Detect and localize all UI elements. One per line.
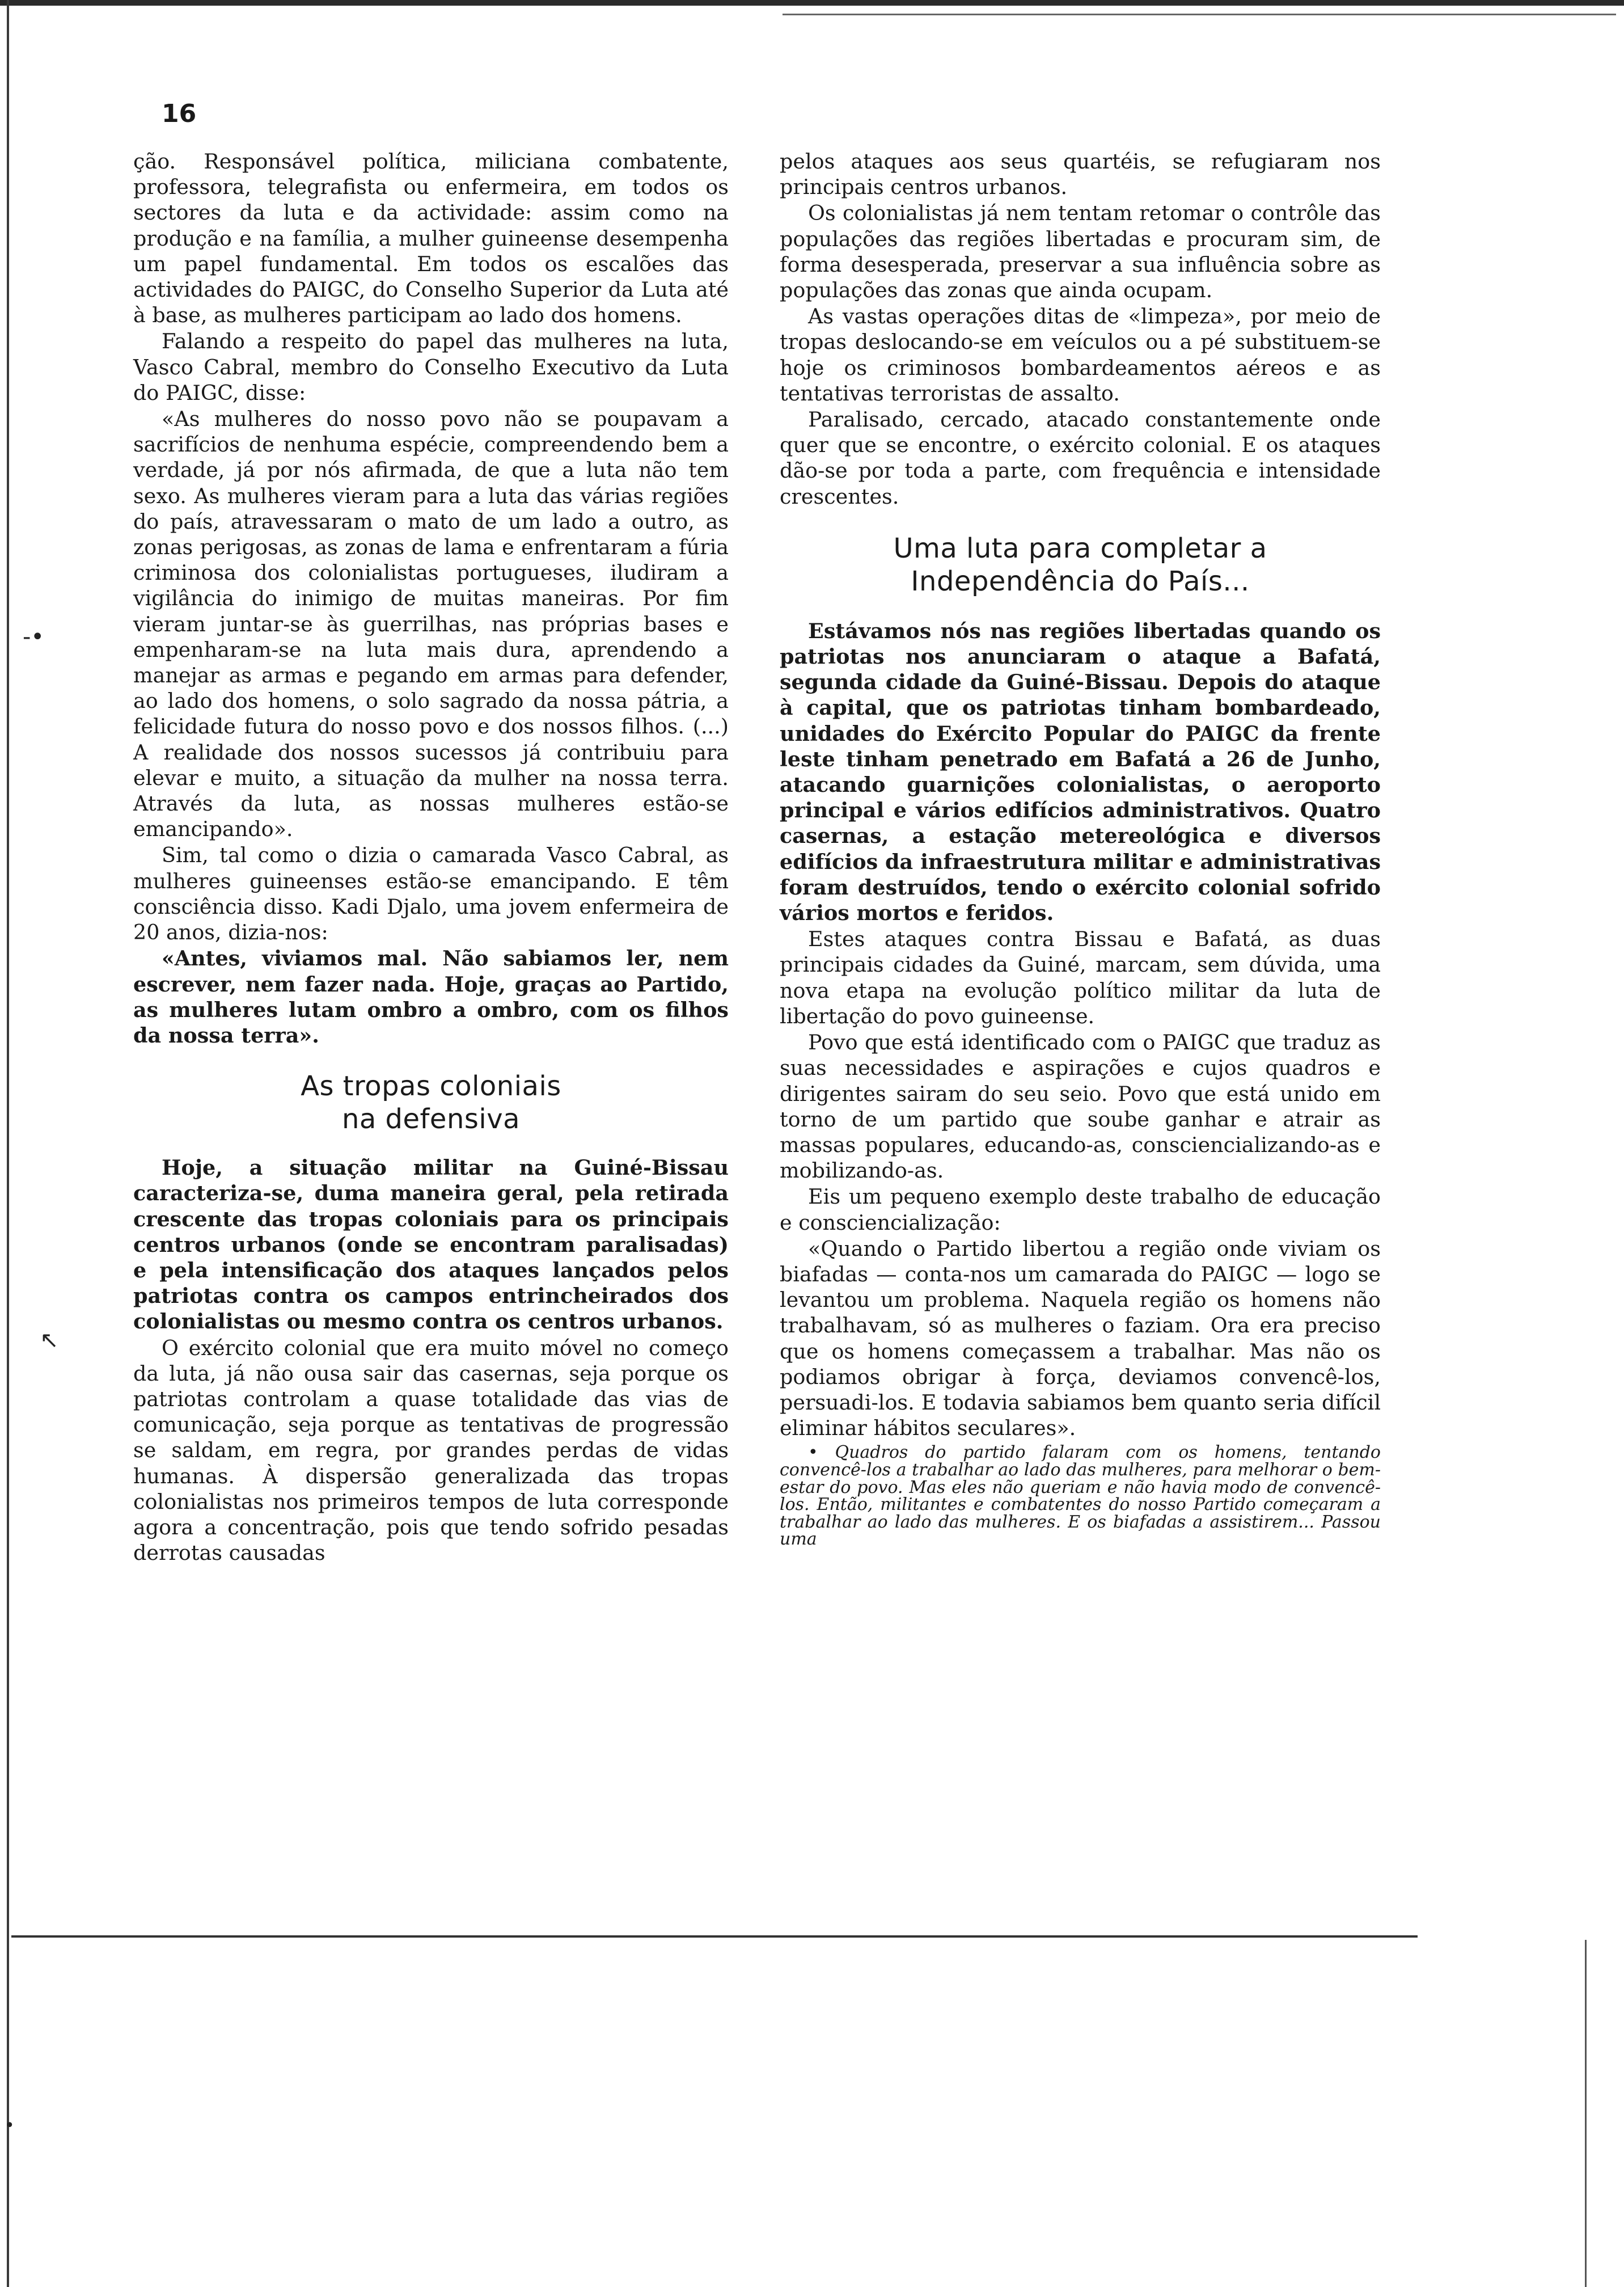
heading-line: na defensiva: [341, 1103, 521, 1136]
quote-paragraph: «Antes, viviamos mal. Não sabiamos ler, nem escrever, nem fazer nada. Hoje, graças ao Partido, as mulheres lutam ombro a ombro, com os filhos da nossa terra».: [133, 946, 729, 1048]
scan-border-top: [0, 0, 1624, 6]
margin-mark: •: [5, 2116, 15, 2136]
paragraph: Os colonialistas já nem tentam retomar o contrôle das populações das regiões libertadas e procuram sim, de forma desesperada, preservar a sua influência sobre as populações das zonas que ainda ocupam.: [780, 201, 1381, 303]
paragraph: Hoje, a situação militar na Guiné-Bissau caracteriza-se, duma maneira geral, pela retirada crescente das tropas coloniais para os principais centros urbanos (onde se encontram paralisadas) e pela intensificação dos ataques lançados pelos patriotas contra os campos entrincheirados dos colonialistas ou mesmo contra os centros urbanos.: [133, 1155, 729, 1334]
paragraph: pelos ataques aos seus quartéis, se refugiaram nos principais centros urbanos.: [780, 149, 1381, 200]
section-heading: [133, 1070, 729, 1136]
right-edge-rule: [1585, 1940, 1587, 2287]
right-column: [780, 149, 1381, 1549]
bottom-rule: [11, 1935, 1418, 1938]
section-heading: [780, 532, 1381, 598]
paragraph: O exército colonial que era muito móvel no começo da luta, já não ousa sair das casernas, seja porque os patriotas controlam a quase totalidade das vias de comunicação, seja porque as tentativas de progressão se saldam, em regra, por grandes perdas de vidas humanas. À dispersão generalizada das tropas colonialistas nos primeiros tempos de luta corresponde agora a concentração, pois que tendo sofrido pesadas derrotas causadas: [133, 1335, 729, 1566]
margin-mark: ↖: [40, 1327, 59, 1353]
page-number: 16: [162, 99, 197, 128]
heading-line: Independência do País...: [911, 565, 1250, 597]
paragraph: ção. Responsável política, miliciana combatente, professora, telegrafista ou enfermeira, em todos os sectores da luta e da actividade: assim como na produção e na família, a mulher guineense desempenha um papel fundamental. Em todos os escalões das actividades do PAIGC, do Conselho Superior da Luta até à base, as mulheres participam ao lado dos homens.: [133, 149, 729, 328]
left-column: [133, 149, 729, 1566]
paragraph: As vastas operações ditas de «limpeza», por meio de tropas deslocando-se em veículos ou a pé substituem-se hoje os criminosos bombardeamentos aéreos e as tentativas terroristas de assalto.: [780, 304, 1381, 406]
paragraph: Falando a respeito do papel das mulheres na luta, Vasco Cabral, membro do Conselho Executivo da Luta do PAIGC, disse:: [133, 329, 729, 405]
heading-line: Uma luta para completar a: [893, 532, 1267, 564]
paragraph: Sim, tal como o dizia o camarada Vasco Cabral, as mulheres guineenses estão-se emancipando. E têm consciência disso. Kadi Djalo, uma jovem enfermeira de 20 anos, dizia-nos:: [133, 843, 729, 945]
paragraph: Estes ataques contra Bissau e Bafatá, as duas principais cidades da Guiné, marcam, sem dúvida, uma nova etapa na evolução político militar da luta de libertação do povo guineense.: [780, 927, 1381, 1028]
quote-paragraph: «As mulheres do nosso povo não se poupavam a sacrifícios de nenhuma espécie, compreendendo bem a verdade, já por nós afirmada, de que a luta não tem sexo. As mulheres vieram para a luta das várias regiões do país, atravessaram o mato de um lado a outro, as zonas perigosas, as zonas de lama e enfrentaram a fúria criminosa dos colonialistas portugueses, iludiram a vigilância do inimigo de muitas maneiras. Por fim vieram juntar-se às guerrilhas, nas próprias bases e empenharam-se na luta mais dura, aprendendo a manejar as armas e pegando em armas para defender, ao lado dos homens, o solo sagrado da nossa pátria, a felicidade futura do nosso povo e dos nossos filhos. (...) A realidade dos nossos sucessos já contribuiu para elevar e muito, a situação da mulher na nossa terra. Através da luta, as nossas mulheres estão-se emancipando».: [133, 407, 729, 842]
paragraph: Paralisado, cercado, atacado constantemente onde quer que se encontre, o exército colonial. E os ataques dão-se por toda a parte, com frequência e intensidade crescentes.: [780, 407, 1381, 509]
heading-line: As tropas coloniais: [301, 1070, 561, 1103]
margin-mark: -•: [23, 624, 45, 650]
footnote: • Quadros do partido falaram com os homens, tentando convencê-los a trabalhar ao lado das mulheres, para melhorar o bem-estar do povo. Mas eles não queriam e não havia modo de convencê-los. Então, militantes e combatentes do nosso Partido começaram a trabalhar ao lado das mulheres. E os biafadas a assistirem... Passou uma: [780, 1442, 1381, 1550]
paragraph: Estávamos nós nas regiões libertadas quando os patriotas nos anunciaram o ataque a Bafatá, segunda cidade da Guiné-Bissau. Depois do ataque à capital, que os patriotas tinham bombardeado, unidades do Exército Popular do PAIGC da frente leste tinham penetrado em Bafatá a 26 de Junho, atacando guarnições colonialistas, o aeroporto principal e vários edifícios administrativos. Quatro casernas, a estação metereológica e diversos edifícios da infraestrutura militar e administrativas foram destruídos, tendo o exército colonial sofrido vários mortos e feridos.: [780, 618, 1381, 926]
scan-border-left: [7, 0, 9, 2287]
quote-paragraph: «Quando o Partido libertou a região onde viviam os biafadas — conta-nos um camarada do PAIGC — logo se levantou um problema. Naquela região os homens não trabalhavam, só as mulheres o faziam. Ora era preciso que os homens começassem a trabalhar. Mas não os podiamos obrigar à força, deviamos convencê-los, persuadi-los. E todavia sabiamos bem quanto seria difícil eliminar hábitos seculares».: [780, 1236, 1381, 1441]
paragraph: Eis um pequeno exemplo deste trabalho de educação e consciencialização:: [780, 1184, 1381, 1235]
top-rule: [783, 14, 1616, 15]
paragraph: Povo que está identificado com o PAIGC que traduz as suas necessidades e aspirações e cujos quadros e dirigentes sairam do seu seio. Povo que está unido em torno de um partido que soube ganhar e atrair as massas populares, educando-as, consciencializando-as e mobilizando-as.: [780, 1030, 1381, 1183]
